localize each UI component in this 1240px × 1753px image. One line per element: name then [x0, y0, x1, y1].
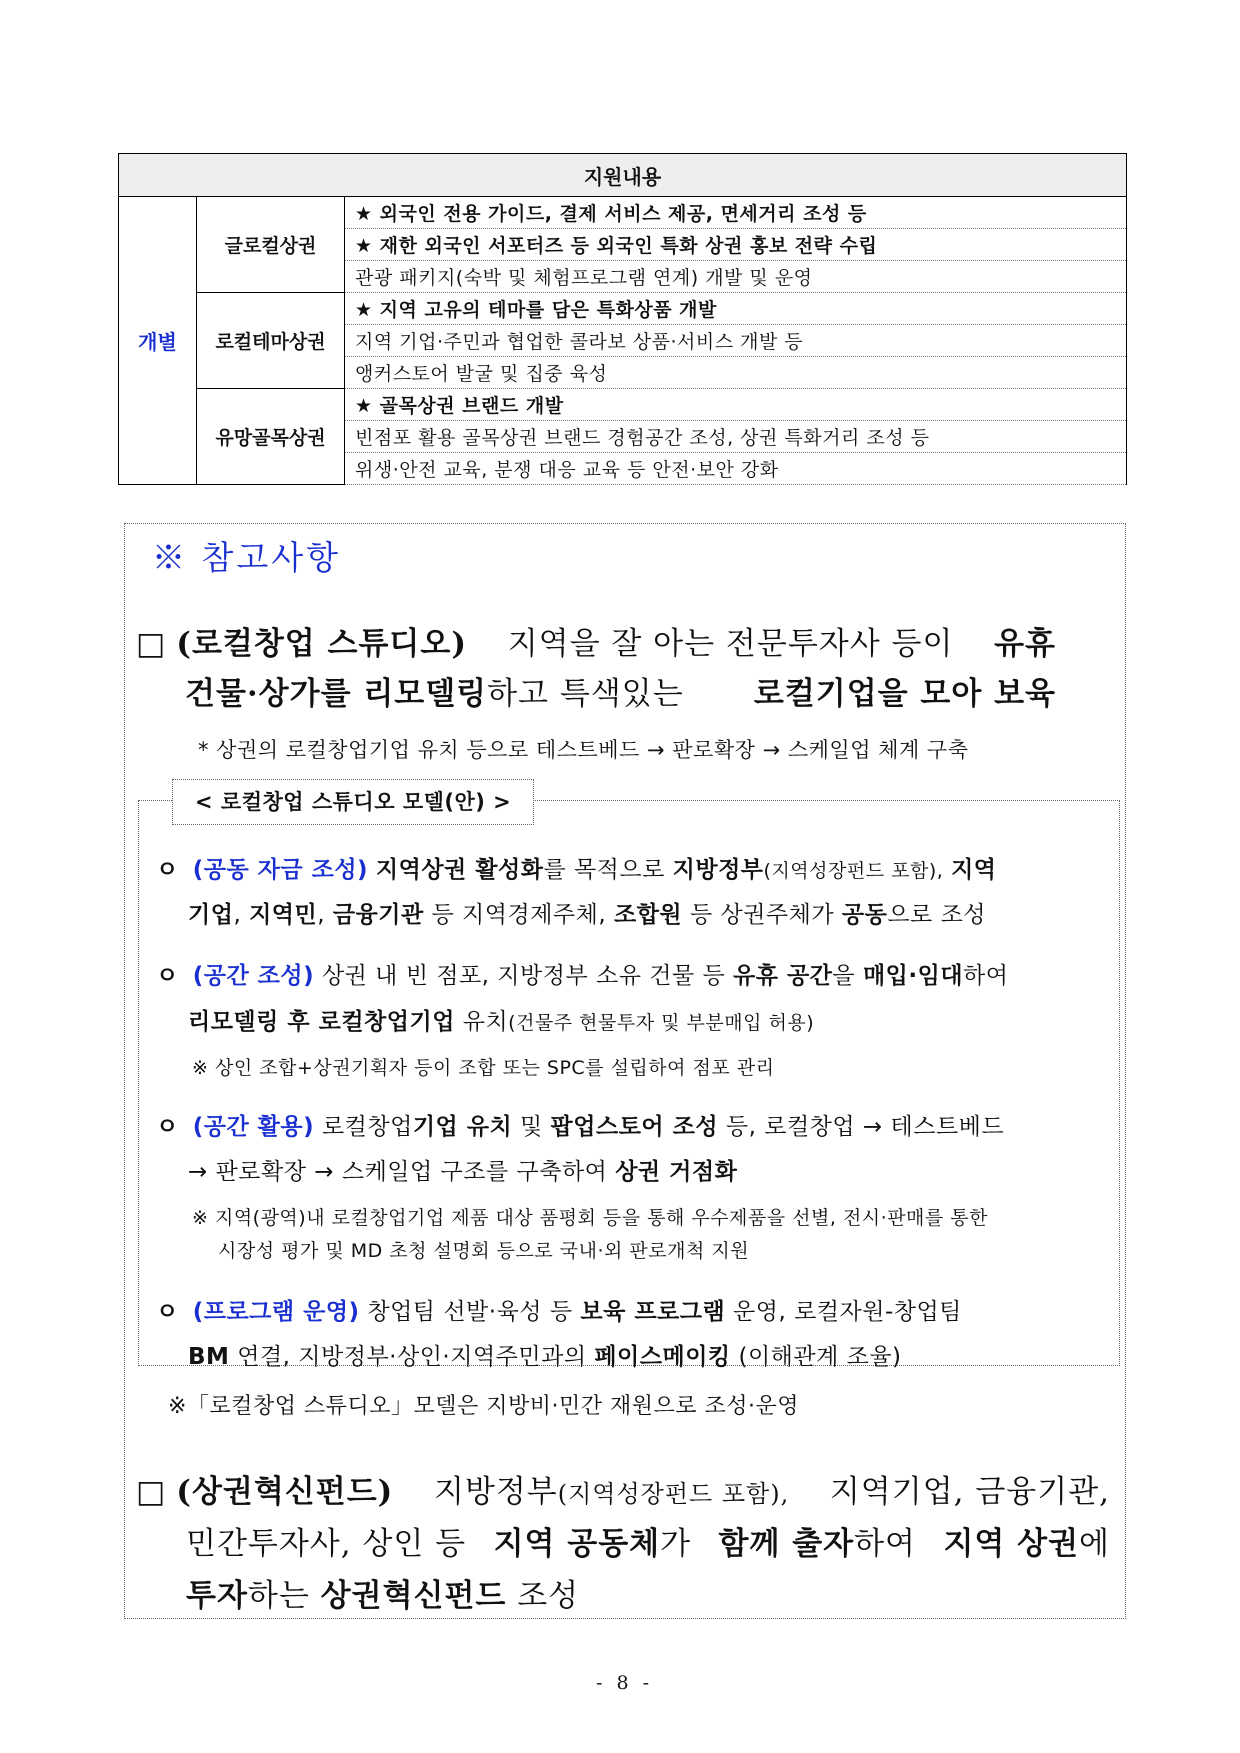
para2-line2 [186, 1518, 1110, 1563]
b4-s6: 페이스메이킹 [594, 1344, 731, 1370]
b1-s10: 금융기관 [332, 902, 424, 928]
b1-s2: 를 목적으로 [543, 857, 665, 883]
para2-line1 [136, 1466, 1110, 1511]
table-row: ★ 외국인 전용 가이드, 결제 서비스 제공, 면세거리 조성 등 [345, 197, 1127, 229]
para1-bold1: 건물·상가를 리모델링 [185, 676, 488, 712]
b1-s11: 등 지역경제주체, [431, 902, 607, 928]
b3-s4: 팝업스토어 조성 [550, 1114, 719, 1140]
b1-s4: (지역성장펀드 포함), [763, 860, 944, 882]
p2-l2-bold2: 함께 출자 [718, 1526, 855, 1562]
b3-s7: 상권 거점화 [615, 1159, 738, 1185]
b1-s5: 지역 [951, 857, 997, 883]
b1-s12: 조합원 [614, 902, 683, 928]
para1-bold-end: 유휴 [994, 626, 1056, 662]
b3-s1: 로컬창업 [321, 1114, 413, 1140]
b4-s2: 보육 프로그램 [580, 1299, 726, 1325]
bullet-icon: ㅇ [156, 857, 179, 883]
p2-l1-text: 지방정부 [433, 1474, 558, 1510]
b1-s15: 으로 조성 [887, 902, 987, 928]
bullet-icon: ㅇ [156, 963, 179, 989]
table-row: ★ 골목상권 브랜드 개발 [345, 389, 1127, 421]
bullet2-tag: (공간 조성) [192, 963, 315, 989]
b3-ref1-text: ※ 지역(광역)내 로컬창업기업 제품 대상 품평회 등을 통해 우수제품을 선별, 전시·판매를 통한 [192, 1207, 989, 1229]
table-row: 관광 패키지(숙박 및 체험프로그램 연계) 개발 및 운영 [345, 261, 1127, 293]
b2-s1: 상권 내 빈 점포, 지방정부 소유 건물 등 [321, 963, 726, 989]
para1-tag: (로컬창업 스튜디오) [176, 626, 467, 662]
table-row: 위생·안전 교육, 분쟁 대응 교육 등 안전·보안 강화 [345, 453, 1127, 485]
b4-s7: (이해관계 조율) [738, 1344, 902, 1370]
b3-s6: → 판로확장 → 스케일업 구조를 구축하여 [188, 1159, 608, 1185]
b2-s3: 을 [832, 963, 856, 989]
bullet-icon: ㅇ [156, 1299, 179, 1325]
bullet3-tag: (공간 활용) [192, 1114, 315, 1140]
model-note: ※「로컬창업 스튜디오」모델은 지방비·민간 재원으로 조성·운영 [168, 1394, 799, 1419]
table-row: 앵커스토어 발굴 및 집중 육성 [345, 357, 1127, 389]
b2-s7: 유치 [462, 1009, 509, 1035]
p2-l2-text3: 하여 [854, 1526, 917, 1562]
table-header: 지원내용 [119, 154, 1127, 197]
b1-s13: 등 상권주체가 [689, 902, 835, 928]
para2-line3 [186, 1570, 579, 1615]
bullet2-line1 [156, 957, 1088, 990]
bullet4-line2 [188, 1338, 902, 1371]
category-cell: 개별 [119, 197, 197, 485]
p2-l3-text2: 조성 [517, 1578, 580, 1614]
para1-line1 [136, 618, 1056, 663]
bullet-icon: ㅇ [156, 1114, 179, 1140]
p2-l2-bold1: 지역 공동체 [493, 1526, 661, 1562]
group-glocal: 글로컬상권 [197, 197, 345, 293]
checkbox-square-icon: □ [136, 626, 167, 662]
bullet3-reference-line2: 시장성 평가 및 MD 초청 설명회 등으로 국내·외 판로개척 지원 [218, 1240, 750, 1262]
bullet2-line2 [188, 1003, 814, 1036]
b1-s1: 지역상권 활성화 [375, 857, 544, 883]
b2-s5: 하여 [963, 963, 1009, 989]
b3-s2: 기업 유치 [412, 1114, 513, 1140]
model-box [138, 800, 1120, 1366]
bullet3-line2 [188, 1153, 737, 1186]
table-row: 빈점포 활용 골목상권 브랜드 경험공간 조성, 상권 특화거리 조성 등 [345, 421, 1127, 453]
table-row: ★ 지역 고유의 테마를 담은 특화상품 개발 [345, 293, 1127, 325]
p2-l2-bold3: 지역 상권 [943, 1526, 1080, 1562]
group-local-theme: 로컬테마상권 [197, 293, 345, 389]
b2-s6: 리모델링 후 로컬창업기업 [188, 1009, 455, 1035]
group-alley: 유망골목상권 [197, 389, 345, 485]
checkbox-square-icon: □ [136, 1474, 167, 1510]
b3-s5: 등, 로컬창업 → 테스트베드 [725, 1114, 1005, 1140]
b1-s7: , [233, 902, 242, 928]
para1-text2: 하고 특색있는 [487, 676, 684, 712]
b1-s6: 기업 [188, 902, 234, 928]
model-label: < 로컬창업 스튜디오 모델(안) > [172, 779, 534, 825]
para1-bold2: 로컬기업을 모아 보육 [753, 676, 1056, 712]
p2-l2-text2: 가 [660, 1526, 692, 1562]
b3-s3: 및 [520, 1114, 543, 1140]
para2-tag: (상권혁신펀드) [176, 1474, 394, 1510]
b1-s14: 공동 [841, 902, 888, 928]
table-row: ★ 재한 외국인 서포터즈 등 외국인 특화 상권 홍보 전략 수립 [345, 229, 1127, 261]
b4-s4: BM [188, 1344, 230, 1370]
bullet1-line1 [156, 851, 1088, 884]
b1-s9: , [317, 902, 326, 928]
p2-l3-bold1: 투자 [186, 1578, 248, 1614]
p2-l3-text: 하는 [247, 1578, 310, 1614]
support-content-table [118, 153, 1127, 485]
b4-s5: 연결, 지방정부·상인·지역주민과의 [237, 1344, 587, 1370]
bullet3-line1 [156, 1108, 1096, 1141]
para1-note: * 상권의 로컬창업기업 유치 등으로 테스트베드 → 판로확장 → 스케일업 체계 구축 [198, 738, 969, 762]
notes-title: ※ 참고사항 [152, 538, 342, 577]
p2-l1-small: (지역성장펀드 포함), [557, 1480, 790, 1508]
b1-s8: 지역민 [249, 902, 318, 928]
b2-s4: 매입·임대 [862, 963, 964, 989]
p2-l3-bold2: 상권혁신펀드 [320, 1578, 507, 1614]
b4-s1: 창업팀 선발·육성 등 [367, 1299, 573, 1325]
para1-line2 [185, 668, 1056, 713]
bullet4-tag: (프로그램 운영) [192, 1299, 360, 1325]
b2-s8: (건물주 현물투자 및 부분매입 허용) [508, 1012, 815, 1034]
bullet1-tag: (공동 자금 조성) [192, 857, 369, 883]
para1-text: 지역을 잘 아는 전문투자사 등이 [507, 626, 954, 662]
bullet1-line2 [188, 896, 986, 929]
bullet3-reference-line1 [192, 1203, 1096, 1230]
b1-s3: 지방정부 [672, 857, 764, 883]
p2-l2-text4: 에 [1079, 1526, 1110, 1562]
page-number: - 8 - [596, 1672, 654, 1694]
bullet4-line1 [156, 1293, 962, 1326]
table-row: 지역 기업·주민과 협업한 콜라보 상품·서비스 개발 등 [345, 325, 1127, 357]
b4-s3: 운영, 로컬자원-창업팀 [733, 1299, 962, 1325]
b2-s2: 유휴 공간 [733, 963, 833, 989]
p2-l1-rest: 지역기업, 금융기관, [829, 1474, 1110, 1510]
bullet2-reference: ※ 상인 조합+상권기획자 등이 조합 또는 SPC를 설립하여 점포 관리 [192, 1057, 775, 1079]
p2-l2-text: 민간투자사, 상인 등 [186, 1526, 467, 1562]
